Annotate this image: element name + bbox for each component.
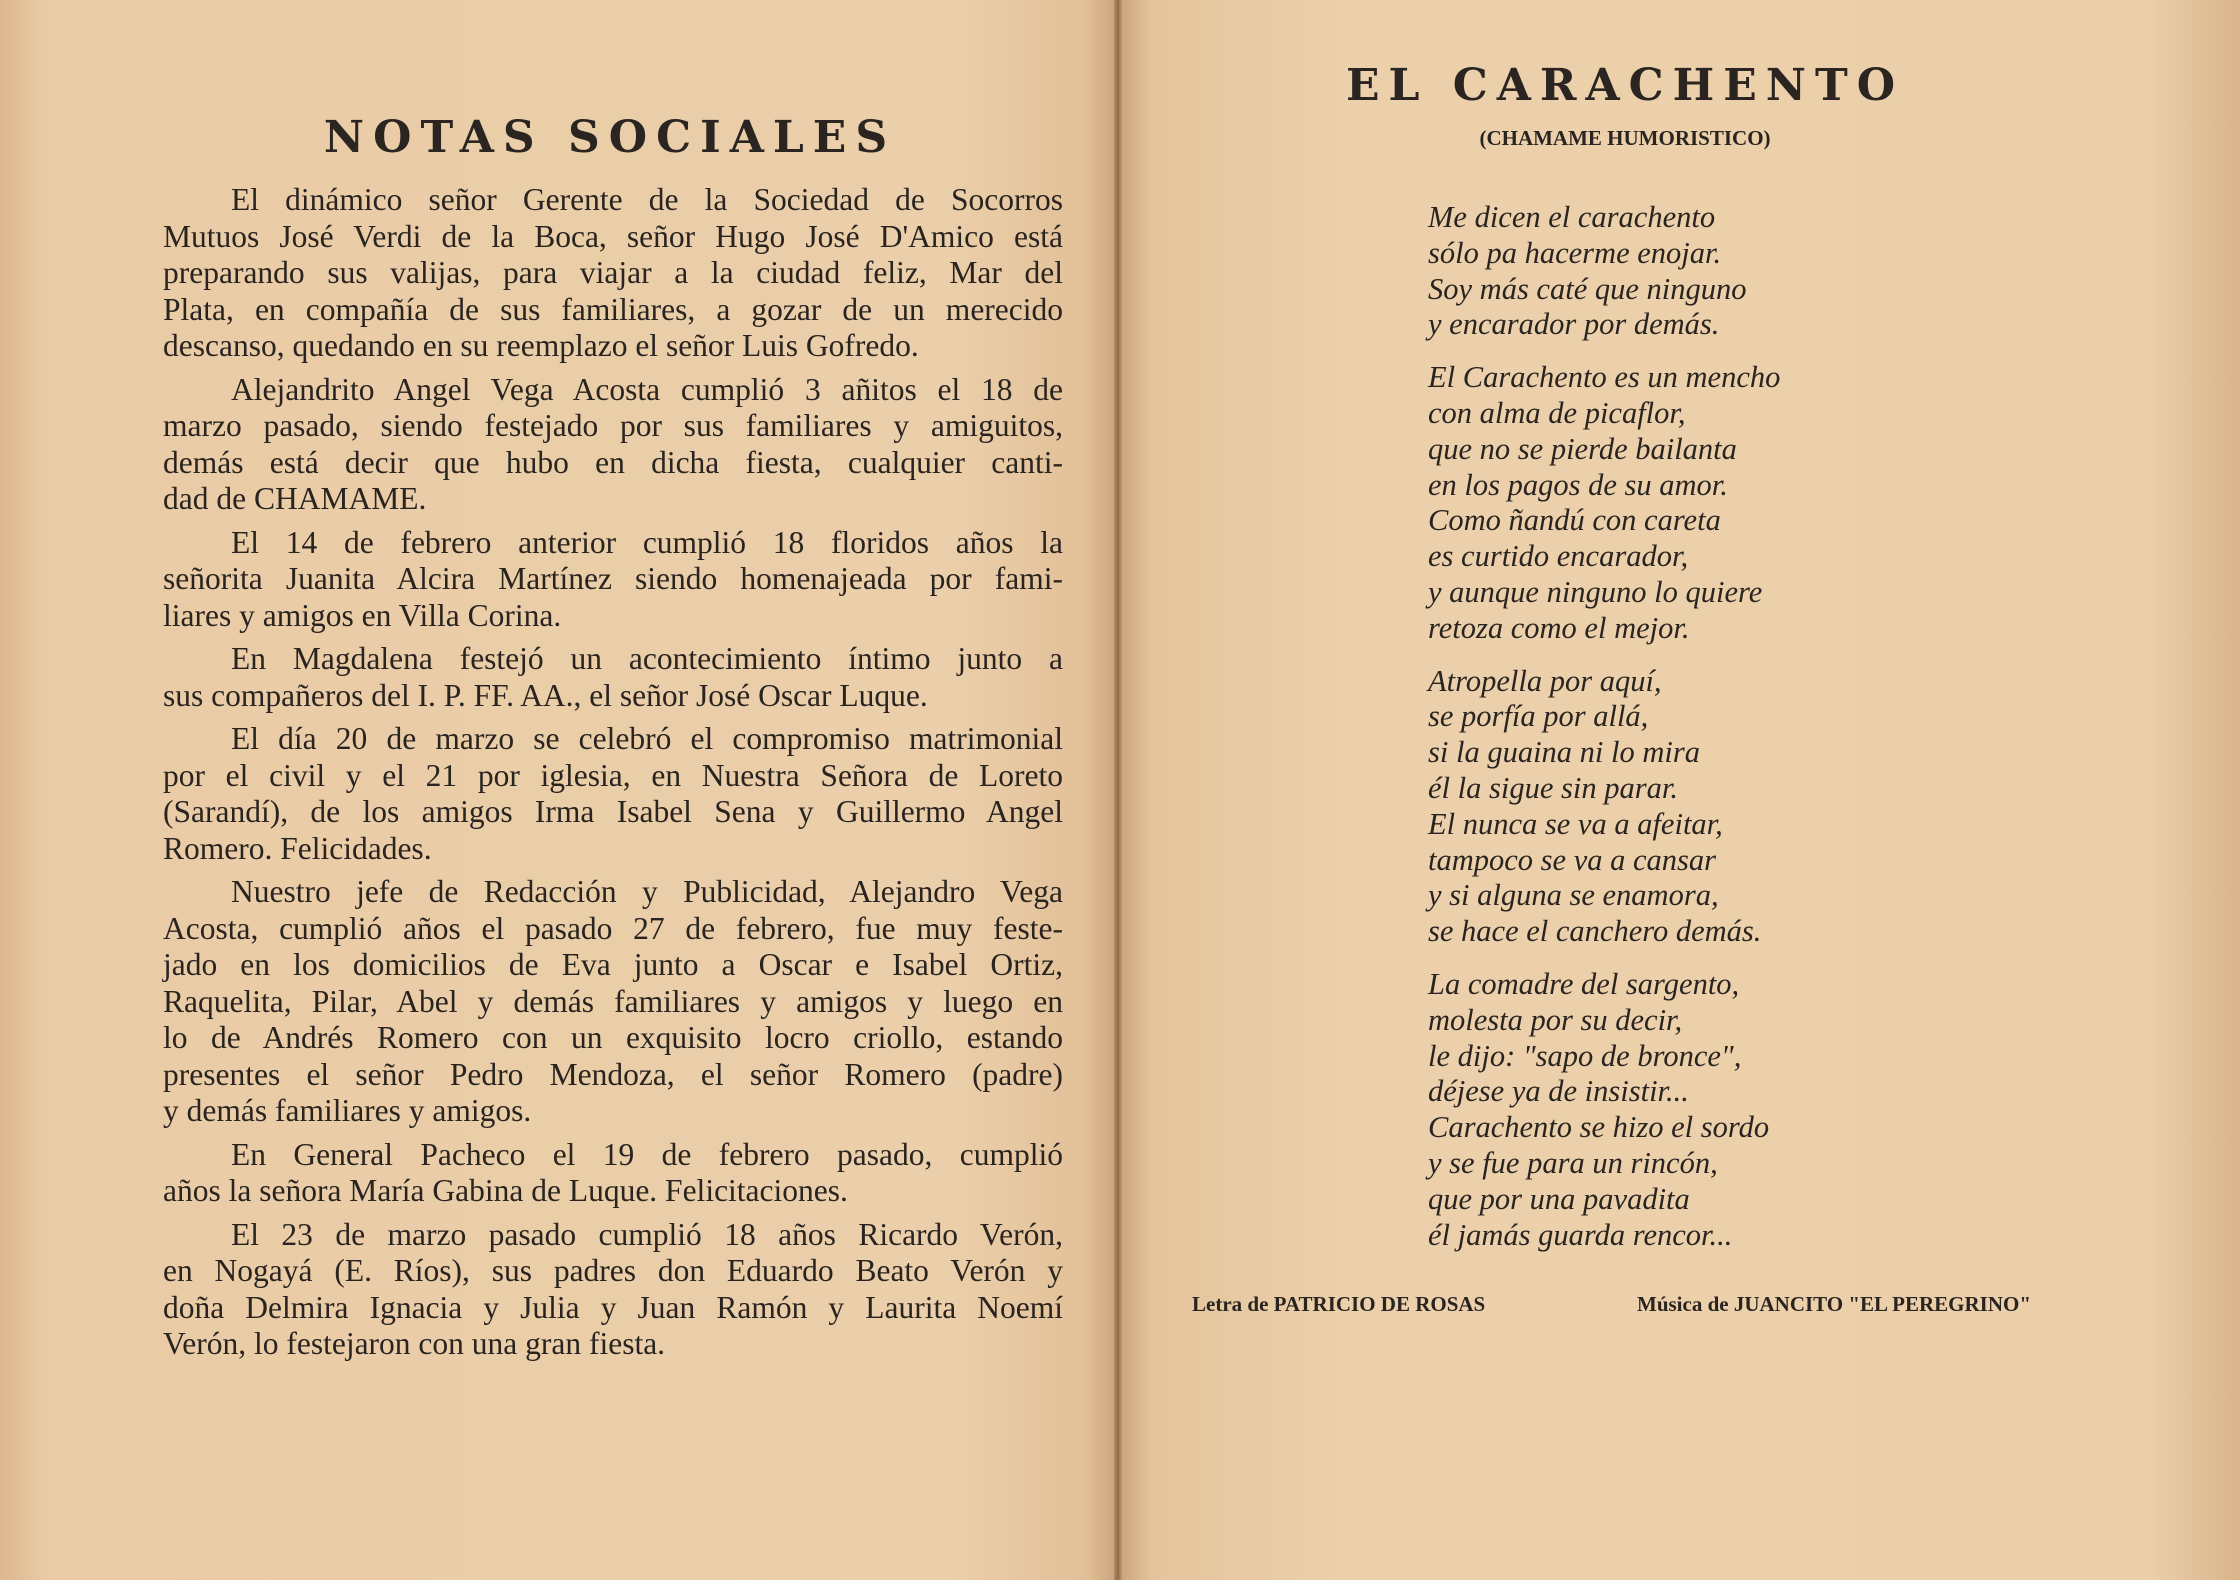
text-line: El dinámico señor Gerente de la Sociedad de Socorros <box>231 182 1063 217</box>
stanza <box>1428 664 1780 950</box>
text-line: doña Delmira Ignacia y Julia y Juan Ramón y Laurita Noemí <box>163 1289 1063 1325</box>
stanza <box>1428 360 1780 646</box>
text-line: descanso, quedando en su reemplazo el señor Luis Gofredo. <box>163 328 919 363</box>
page-title-notas-sociales: NOTAS SOCIALES <box>323 112 897 163</box>
verse-line: sólo pa hacerme enojar. <box>1428 235 1722 270</box>
text-line: Acosta, cumplió años el pasado 27 de febrero, fue muy feste- <box>163 910 1063 946</box>
stanza <box>1428 200 1780 343</box>
verse-line: él jamás guarda rencor... <box>1428 1217 1733 1252</box>
text-line: Mutuos José Verdi de la Boca, señor Hugo José D'Amico está <box>163 218 1063 254</box>
text-line: El 23 de marzo pasado cumplió 18 años Ricardo Verón, <box>231 1216 1063 1252</box>
verse-line: es curtido encarador, <box>1428 539 1689 574</box>
text-line: dad de CHAMAME. <box>163 481 427 516</box>
text-line: señorita Juanita Alcira Martínez siendo homenajeada por fami- <box>163 561 1063 596</box>
verse-line: tampoco se va a cansar <box>1428 842 1717 877</box>
verse-line: y se fue para un rincón, <box>1428 1145 1718 1180</box>
verse-line: que por una pavadita <box>1428 1181 1690 1216</box>
text-line: lo de Andrés Romero con un exquisito locro criollo, estando <box>163 1020 1063 1055</box>
text-line: presentes el señor Pedro Mendoza, el señor Romero (padre) <box>163 1056 1063 1092</box>
text-line: Nuestro jefe de Redacción y Publicidad, Alejandro Vega <box>231 874 1063 909</box>
paragraph <box>163 721 1063 867</box>
text-line: demás está decir que hubo en dicha fiesta, cualquier canti- <box>163 444 1063 480</box>
song-title: EL CARACHENTO <box>1345 60 1905 111</box>
verse-line: El nunca se va a afeitar, <box>1428 806 1723 841</box>
text-line: El día 20 de marzo se celebró el compromiso matrimonial <box>231 721 1063 756</box>
verse-line: Carachento se hizo el sordo <box>1428 1110 1770 1145</box>
verse-line: en los pagos de su amor. <box>1428 467 1728 502</box>
paragraph <box>163 525 1063 635</box>
verse-line: con alma de picaflor, <box>1428 395 1686 430</box>
text-line: años la señora María Gabina de Luque. Felicitaciones. <box>163 1173 848 1208</box>
text-line: Plata, en compañía de sus familiares, a gozar de un merecido <box>163 291 1063 327</box>
verse-line: retoza como el mejor. <box>1428 610 1690 645</box>
verse-line: le dijo: "sapo de bronce", <box>1428 1038 1742 1073</box>
text-line: En General Pacheco el 19 de febrero pasado, cumplió <box>231 1136 1063 1172</box>
book-spine-fold <box>1114 0 1122 1580</box>
text-line: (Sarandí), de los amigos Irma Isabel Sena y Guillermo Angel <box>163 794 1063 829</box>
song-subtitle: (CHAMAME HUMORISTICO) <box>1479 126 1771 150</box>
verse-line: si la guaina ni lo mira <box>1428 735 1700 770</box>
verse-line: y aunque ninguno lo quiere <box>1428 574 1763 609</box>
text-line: En Magdalena festejó un acontecimiento íntimo junto a <box>231 641 1063 676</box>
verse-line: El Carachento es un mencho <box>1428 360 1781 395</box>
verse-line: La comadre del sargento, <box>1428 966 1740 1001</box>
text-line: Verón, lo festejaron con una gran fiesta. <box>163 1326 666 1361</box>
text-line: sus compañeros del I. P. FF. AA., el señor José Oscar Luque. <box>163 677 928 713</box>
text-line: Alejandrito Angel Vega Acosta cumplió 3 añitos el 18 de <box>231 371 1063 407</box>
paragraph <box>163 874 1063 1130</box>
text-line: y demás familiares y amigos. <box>163 1093 532 1128</box>
song-lyrics <box>1428 200 1780 1270</box>
music-credit: Música de JUANCITO "EL PEREGRINO" <box>1637 1292 2031 1316</box>
text-line: liares y amigos en Villa Corina. <box>163 597 562 633</box>
paragraph <box>163 641 1063 714</box>
verse-line: y encarador por demás. <box>1428 307 1720 342</box>
paragraph <box>163 1217 1063 1363</box>
social-notes-body <box>163 182 1063 1370</box>
verse-line: Atropella por aquí, <box>1428 663 1662 698</box>
text-line: jado en los domicilios de Eva junto a Oscar e Isabel Ortiz, <box>163 947 1063 982</box>
verse-line: Me dicen el carachento <box>1428 200 1716 234</box>
verse-line: y si alguna se enamora, <box>1428 878 1719 913</box>
verse-line: Como ñandú con careta <box>1428 503 1721 538</box>
text-line: preparando sus valijas, para viajar a la ciudad feliz, Mar del <box>163 255 1063 290</box>
verse-line: se porfía por allá, <box>1428 699 1649 734</box>
stanza <box>1428 967 1780 1253</box>
text-line: Raquelita, Pilar, Abel y demás familiares y amigos y luego en <box>163 983 1063 1019</box>
paragraph <box>163 372 1063 518</box>
paragraph <box>163 1137 1063 1210</box>
text-line: marzo pasado, siendo festejado por sus familiares y amiguitos, <box>163 408 1063 443</box>
text-line: por el civil y el 21 por iglesia, en Nuestra Señora de Loreto <box>163 757 1063 793</box>
verse-line: que no se pierde bailanta <box>1428 431 1737 466</box>
text-line: El 14 de febrero anterior cumplió 18 floridos años la <box>231 524 1063 560</box>
text-line: Romero. Felicidades. <box>163 830 432 866</box>
verse-line: déjese ya de insistir... <box>1428 1074 1689 1109</box>
verse-line: él la sigue sin parar. <box>1428 770 1678 805</box>
verse-line: Soy más caté que ninguno <box>1428 271 1747 306</box>
paragraph <box>163 182 1063 365</box>
verse-line: se hace el canchero demás. <box>1428 914 1762 949</box>
text-line: en Nogayá (E. Ríos), sus padres don Eduardo Beato Verón y <box>163 1253 1063 1288</box>
lyrics-credit: Letra de PATRICIO DE ROSAS <box>1192 1292 1486 1316</box>
verse-line: molesta por su decir, <box>1428 1002 1683 1037</box>
